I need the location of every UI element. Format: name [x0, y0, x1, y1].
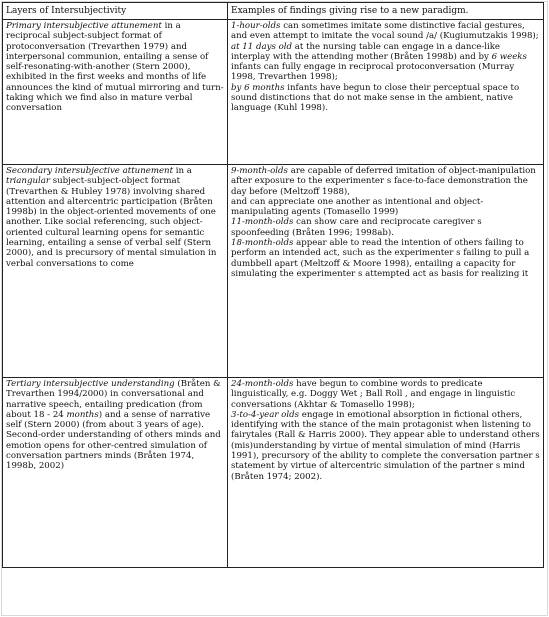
finding-paragraph: [231, 410, 540, 482]
text-run: Primary intersubjective attunement: [6, 21, 162, 31]
table-row-secondary: [3, 165, 544, 378]
text-run: appear able to read the intention of others failing to perform an intended act, such as the experimenter s failing to pull a dumbbell apart (Meltzoff & Moore 1998), entailing a capacity for simulating the experimenter s attempted act as basis for realizing it: [231, 238, 530, 279]
text-run: can sometimes imitate some distinctive facial gestures, and even attempt to imitate the vocal sound /a/ (Kugiumutzakis 1998);: [231, 21, 539, 42]
text-run: at the nursing table can engage in a dance-like interplay with the attending mother (Bråten 1998b) and by: [231, 41, 501, 62]
text-run: have begun to combine words to predicate linguistically, e.g. Doggy Wet ; Ball Roll , and engage in linguistic conversations (Akhtar & Tomasello 1998);: [231, 379, 516, 410]
text-run: 11-month-olds: [231, 217, 294, 228]
text-run: 9-month-olds: [231, 166, 288, 176]
finding-paragraph: [231, 83, 540, 114]
finding-paragraph: [231, 42, 540, 83]
text-run: and can appreciate one another as intentional and object-manipulating agents (Tomasello 1999): [231, 196, 484, 218]
header-layers: Layers of Intersubjectivity: [3, 3, 228, 20]
cell-findings-primary: [228, 20, 544, 165]
text-run: in a: [173, 166, 192, 176]
text-run: by 6 months: [231, 82, 285, 93]
finding-paragraph: [231, 379, 540, 410]
intersubjectivity-table: [2, 2, 544, 568]
finding-paragraph: [231, 197, 540, 218]
finding-paragraph: [231, 238, 540, 279]
finding-paragraph: [231, 21, 540, 42]
text-run: can show care and reciprocate caregiver s spoonfeeding (Bråten 1996; 1998ab).: [231, 217, 482, 238]
text-run: Secondary intersubjective attunement: [6, 166, 174, 176]
text-run: Tertiary intersubjective understanding: [6, 379, 175, 389]
text-run: 1-hour-olds: [231, 21, 281, 31]
text-run: 24-month-olds: [231, 379, 294, 389]
text-run: infants have begun to close their perceptual space to sound distinctions that do not make sense in the ambient, native language (Kuhl 1998).: [231, 82, 520, 114]
table-row-tertiary: [3, 378, 544, 568]
text-run: are capable of deferred imitation of object-manipulation after exposure to the experimenter s face-to-face demonstration the day before (Meltzoff 1988),: [231, 166, 536, 197]
cell-layer-primary: [3, 20, 228, 165]
text-run: engage in emotional absorption in fictional others, identifying with the stance of the main protagonist when listening to fairytales (Rall & Harris 2000). They appear able to understand others (mis)understanding by virtue of mental simulation of mind (Harris 1991), precursory of the ability to complete the conversation partner s statement by virtue of altercentric simulation of the partner s mind (Bråten 1974; 2002).: [231, 409, 540, 482]
cell-findings-secondary: [228, 165, 544, 378]
text-run: infants can fully engage in reciprocal protoconversation (Murray 1998, Trevarthen 1998);: [231, 62, 515, 83]
table-header-row: [3, 3, 544, 20]
text-run: at 11 days old: [231, 41, 293, 52]
text-run: in a reciprocal subject-subject format of protoconversation (Trevarthen 1979) and interpersonal communion, entailing a sense of self-resonating-with-another (Stern 2000), exhibited in the first weeks and months of life announces the kind of mutual mirroring and turn-taking which we find also in mature verbal conversation: [6, 21, 224, 114]
cell-findings-tertiary: [228, 378, 544, 568]
text-run: 6 weeks: [491, 51, 527, 62]
text-run: (Bråten & Trevarthen 1994/2000) in conversational and narrative speech, entailing predication (from about 18 - 24: [6, 379, 221, 420]
text-run: subject-subject-object format (Trevarthen & Hubley 1978) involving shared attention and altercentric participation (Bråten 1998b) in the object-oriented movements of one another. Like social referencing, such object-oriented cultural learning opens for semantic learning, entailing a sense of verbal self (Stern 2000), and is precursory of mental simulation in verbal conversations to come: [6, 176, 217, 269]
text-run: triangular: [6, 176, 50, 187]
finding-paragraph: [231, 217, 540, 238]
finding-paragraph: [231, 166, 540, 197]
text-run: 18-month-olds: [231, 238, 294, 249]
cell-layer-tertiary: [3, 378, 228, 568]
text-run: months: [66, 409, 99, 420]
text-run: 3-to-4-year olds: [231, 409, 300, 420]
table-row-primary: [3, 20, 544, 165]
header-examples: Examples of findings giving rise to a new paradigm.: [228, 3, 544, 20]
text-run: ) and a sense of narrative self (Stern 2000) (from about 3 years of age). Second-order understanding of others minds and emotion opens for other-centred simulation of conversation partners minds (Bråten 1974, 1998b, 2002): [6, 409, 221, 472]
cell-layer-secondary: [3, 165, 228, 378]
